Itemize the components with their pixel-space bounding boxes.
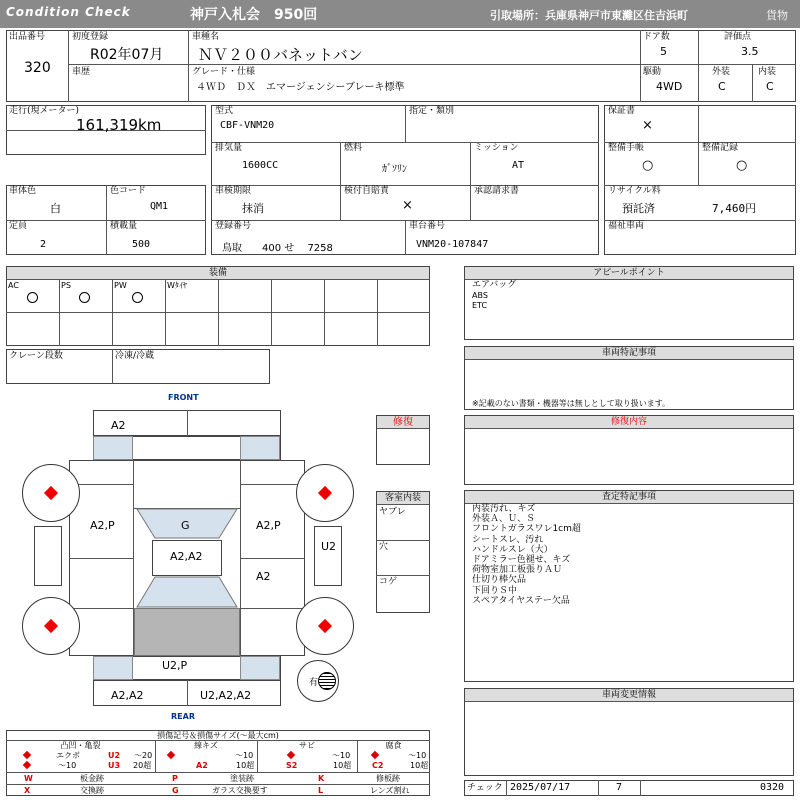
front-label: FRONT xyxy=(168,393,199,402)
score-label: 評価点 xyxy=(724,32,752,42)
assessment-item: 荷物室加工板張りＡＵ xyxy=(472,565,563,576)
manual-label: 整備手帳 xyxy=(608,143,645,153)
int-label: 内装 xyxy=(758,67,777,77)
type-value: CBF-VNM20 xyxy=(220,120,275,131)
equip-pw-check xyxy=(132,292,143,303)
model-name: ＮＶ２００バネットバン xyxy=(198,46,363,64)
appeal-item-3: ETC xyxy=(472,301,488,310)
warranty-label: 保証書 xyxy=(608,106,636,116)
mark-fl-door: A2,P xyxy=(90,519,115,532)
fuel-value: ｶﾞｿﾘﾝ xyxy=(382,164,407,175)
legend-c2: C2 xyxy=(372,761,384,770)
equip-wtire: Wﾀｲﾔ xyxy=(167,281,187,290)
front-left-light xyxy=(93,436,133,460)
freeze-label: 冷凍/冷蔵 xyxy=(115,351,155,361)
legend-p: P xyxy=(172,774,178,783)
mission-label: ミッション xyxy=(474,143,519,153)
mark-right-side: U2 xyxy=(321,540,337,553)
legend-g3: サビ xyxy=(299,741,315,750)
color-label: 車体色 xyxy=(9,186,37,196)
mark-windshield: G xyxy=(181,519,190,532)
equip-ps: PS xyxy=(61,281,71,290)
load-value: 500 xyxy=(132,239,151,250)
legend-u3-range: 20超 xyxy=(133,761,152,770)
mark-roof: A2,A2 xyxy=(170,550,203,563)
appeal-title: アピールポイント xyxy=(465,267,793,280)
legend-w: W xyxy=(24,774,33,783)
rear-window-shape xyxy=(133,576,241,608)
inspect-value: 抹消 xyxy=(242,202,264,215)
legend-u2-range: 〜20 xyxy=(134,751,153,760)
rear-right-light xyxy=(240,656,280,680)
header-place: 引取場所：兵庫県神戸市東灘区住吉浜町 xyxy=(490,9,688,22)
left-mirror xyxy=(34,526,62,586)
legend-a2-range: 10超 xyxy=(236,761,255,770)
legend-u3: U3 xyxy=(108,761,121,770)
ext-label: 外装 xyxy=(712,67,731,77)
change-title: 車両変更情報 xyxy=(465,689,793,702)
check-num: 7 xyxy=(616,782,623,793)
repair-content-title: 修復内容 xyxy=(465,416,793,429)
plate-label: 登録番号 xyxy=(215,221,252,231)
legend-title: 損傷記号＆損傷サイズ(〜最大cm) xyxy=(157,731,279,740)
legend-g: G xyxy=(172,786,179,795)
front-right-wheel-icon xyxy=(296,464,354,522)
insurance-label: 検付自賠責 xyxy=(344,186,390,196)
legend-l-text: レンズ割れ xyxy=(370,786,410,795)
equip-ps-check xyxy=(79,292,90,303)
warranty-grid xyxy=(604,105,796,255)
legend-s2-range: 10超 xyxy=(333,761,352,770)
code-label: 色コード xyxy=(110,186,147,196)
int-value: C xyxy=(766,80,774,93)
legend-u2: U2 xyxy=(108,751,121,760)
code-value: QM1 xyxy=(150,201,169,212)
history-label: 車歴 xyxy=(72,67,91,77)
insurance-value: × xyxy=(402,198,413,213)
cc-value: 1600CC xyxy=(242,160,279,171)
legend-s2: S2 xyxy=(286,761,298,770)
assessment-item: ドアミラー色褪せ、キズ xyxy=(472,555,571,566)
legend-corr-range: 〜10 xyxy=(408,751,427,760)
legend-ekubo-range: 〜10 xyxy=(58,761,77,770)
doors-label: ドア数 xyxy=(643,32,670,42)
assessment-item: フロントガラスワレ1cm超 xyxy=(472,524,581,535)
header-title: 神戸入札会 950回 xyxy=(190,7,318,23)
mark-hood: A2 xyxy=(111,419,126,432)
recycle-status: 預託済 xyxy=(622,202,655,215)
color-value: 白 xyxy=(50,202,61,215)
mark-rear-bumper: U2,P xyxy=(162,659,188,672)
interior-yabure: ヤブレ xyxy=(379,507,406,517)
legend-k: K xyxy=(318,774,325,783)
lot-number: 320 xyxy=(24,60,51,76)
drive-value: 4WD xyxy=(656,80,683,93)
grade-value: ４ＷＤ ＤＸ エマージェンシーブレーキ標準 xyxy=(196,82,405,93)
mark-right-rear: A2 xyxy=(256,570,271,583)
legend-k-text: 修板跡 xyxy=(376,774,400,783)
spare-tire-label: 有 xyxy=(309,678,319,688)
chassis-label: 車台番号 xyxy=(409,221,446,231)
cc-label: 排気量 xyxy=(215,143,243,153)
type-label: 型式 xyxy=(215,106,234,116)
legend-p-text: 塗装跡 xyxy=(230,774,254,783)
capacity-label: 定員 xyxy=(9,221,28,231)
assessment-item: 仕切り棒欠品 xyxy=(472,575,527,586)
mission-value: AT xyxy=(512,160,525,171)
assessment-item: 内装汚れ、キズ xyxy=(472,504,536,514)
welfare-label: 福祉車両 xyxy=(608,221,645,231)
drive-label: 駆動 xyxy=(643,67,662,77)
assessment-item: スペアタイヤステー欠品 xyxy=(472,595,570,606)
check-code: 0320 xyxy=(760,782,785,793)
record-label: 整備記録 xyxy=(702,143,739,153)
mark-rear-left: A2,A2 xyxy=(111,689,144,702)
plate-value: 鳥取 400 せ 7258 xyxy=(222,243,333,254)
header-left: Condition Check xyxy=(6,5,131,19)
rear-label: REAR xyxy=(171,712,195,721)
legend-c2-range: 10超 xyxy=(410,761,429,770)
legend-ekubo: エクボ xyxy=(56,751,80,760)
header-category: 貨物 xyxy=(766,9,788,22)
grade-label: グレード・仕様 xyxy=(192,67,256,77)
legend-g-text: ガラス交換要す xyxy=(212,786,268,795)
chassis-value: VNM20-107847 xyxy=(416,239,489,250)
special-title: 車両特記事項 xyxy=(465,347,793,360)
record-value: ○ xyxy=(736,158,748,173)
mark-rear-right: U2,A2,A2 xyxy=(200,689,252,702)
legend-g4: 腐食 xyxy=(385,741,402,750)
interior-title: 客室内装 xyxy=(377,492,429,505)
assessment-list xyxy=(472,504,581,606)
assessment-item: 下回りＳ中 xyxy=(472,585,518,596)
appeal-item-2: ABS xyxy=(472,291,488,300)
special-note: ※記載のない書類・機器等は無しとして取り扱います。 xyxy=(472,399,671,408)
legend-w-text: 板金跡 xyxy=(80,774,104,783)
rear-right-wheel-icon xyxy=(296,597,354,655)
assessment-item: 外装Ａ、Ｕ、Ｓ xyxy=(472,514,536,525)
equip-pw: PW xyxy=(114,281,127,290)
ext-value: C xyxy=(718,80,726,93)
designation-label: 指定・類別 xyxy=(409,106,455,116)
warranty-value: × xyxy=(642,118,653,133)
legend-rust-range: 〜10 xyxy=(332,751,351,760)
check-label: チェック xyxy=(467,783,503,793)
recycle-label: リサイクル料 xyxy=(608,186,661,196)
mark-fr-door: A2,P xyxy=(256,519,281,532)
score-value: 3.5 xyxy=(741,45,759,58)
inspect-label: 車検期限 xyxy=(215,186,252,196)
cargo-area xyxy=(134,608,240,656)
legend-a2: A2 xyxy=(196,761,208,770)
fuel-label: 燃料 xyxy=(344,143,363,153)
doors-value: 5 xyxy=(660,45,667,58)
equipment-title: 装備 xyxy=(7,267,429,280)
legend-g1: 凸凹・亀裂 xyxy=(60,741,101,750)
header-bar xyxy=(0,0,800,28)
interior-ana: 穴 xyxy=(379,542,389,552)
legend-l: L xyxy=(318,786,324,795)
model-label: 車種名 xyxy=(192,32,220,42)
crane-label: クレーン段数 xyxy=(9,351,63,361)
mileage-value: 161,319km xyxy=(76,116,162,134)
legend-g2: 線キズ xyxy=(194,741,218,750)
repair-title: 修復 xyxy=(377,416,429,429)
spare-tire-inner xyxy=(318,672,336,690)
assessment-item: シートスレ、汚れ xyxy=(472,534,544,545)
equip-ac-check xyxy=(27,292,38,303)
rear-left-wheel-icon xyxy=(22,597,80,655)
right-mirror xyxy=(314,526,342,586)
rear-left-light xyxy=(93,656,133,680)
reg-date: R02年07月 xyxy=(90,47,164,63)
mileage-label: 走行(現メーター) xyxy=(9,106,80,116)
equip-ac: AC xyxy=(8,281,19,290)
assessment-title: 査定特記事項 xyxy=(465,491,793,504)
legend-x: X xyxy=(24,786,31,795)
front-right-light xyxy=(240,436,280,460)
front-left-wheel-icon xyxy=(22,464,80,522)
interior-koge: コゲ xyxy=(379,577,398,587)
load-label: 積載量 xyxy=(110,221,138,231)
manual-value: ○ xyxy=(642,158,654,173)
recycle-value: 7,460円 xyxy=(712,202,757,215)
legend-x-text: 交換跡 xyxy=(80,786,104,795)
approval-label: 承認請求書 xyxy=(474,186,520,196)
legend-line-range: 〜10 xyxy=(235,751,254,760)
check-date: 2025/07/17 xyxy=(510,782,571,793)
reg-label: 初度登録 xyxy=(72,32,109,42)
assessment-item: ハンドルスレ（大） xyxy=(472,544,553,555)
appeal-item-1: エアバッグ xyxy=(472,280,517,290)
lot-label: 出品番号 xyxy=(9,32,46,42)
capacity-value: 2 xyxy=(40,239,47,250)
